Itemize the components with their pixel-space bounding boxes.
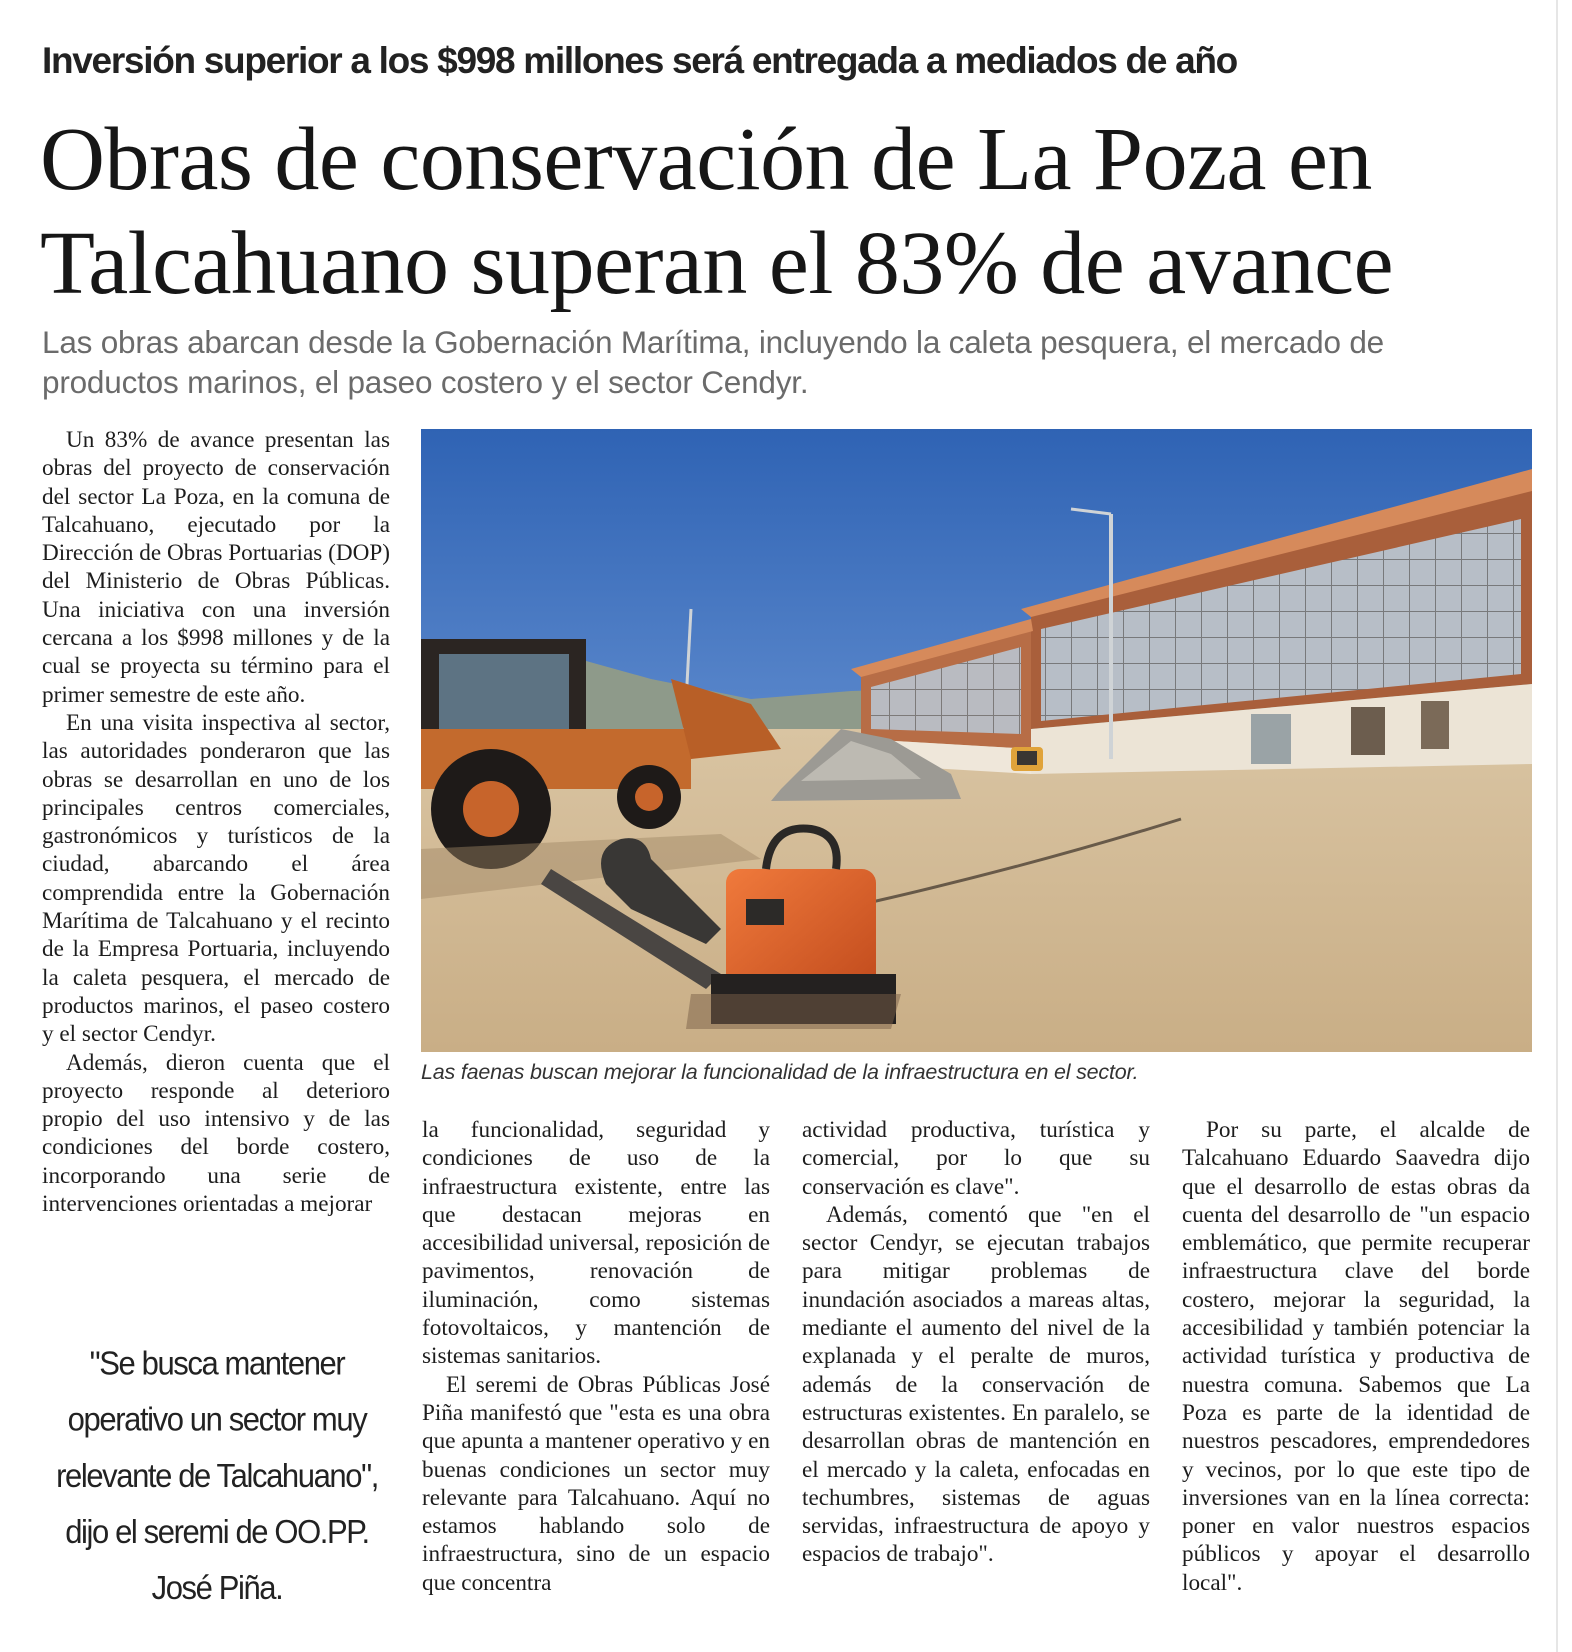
body-paragraph: Por su parte, el alcalde de Talcahuano Eduardo Saavedra dijo que el desarrollo de estas obras da cuenta del desarrollo de "un espacio emblemático, que permite recuperar infraestructura clave del borde costero, mejorar la seguridad, la accesibilidad y también potenciar la actividad turística y productiva de nuestra comuna. Sabemos que La Poza es parte de la identidad de nuestros pescadores, emprendedores y vecinos, por lo que este tipo de inversiones van en la línea correcta: poner en valor nuestros espacios públicos y apoyar el desarrollo local". [1182,1117,1530,1596]
body-paragraph: El seremi de Obras Públicas José Piña manifestó que "esta es una obra que apunta a mantener operativo y en buenas condiciones un sector muy relevante para Talcahuano. Aquí no estamos hablando solo de infraestructura, sino de un espacio que concentra [422,1371,770,1596]
body-paragraph: Además, dieron cuenta que el proyecto responde al deterioro propio del uso intensivo y de las condiciones del borde costero, incorporando una serie de intervenciones orientadas a mejorar [42,1049,390,1218]
article-photo [421,429,1532,1052]
page-edge-rule [1556,0,1558,1652]
body-column-1 [42,426,390,1218]
article-headline: Obras de conservación de La Poza en Talcahuano superan el 83% de avance [40,110,1394,313]
body-paragraph: Un 83% de avance presentan las obras del proyecto de conservación del sector La Poza, en la comuna de Talcahuano, ejecutado por la Dirección de Obras Portuarias (DOP) del Ministerio de Obras Públicas. Una iniciativa con una inversión cercana a los $998 millones y de la cual se proyecta su término para el primer semestre de este año. [42,427,390,708]
body-column-2 [422,1116,770,1597]
article-dek: Las obras abarcan desde la Gobernación Marítima, incluyendo la caleta pesquera, el mercado de productos marinos, el paseo costero y el sector Cendyr. [42,324,1384,400]
body-column-3 [802,1116,1150,1569]
body-paragraph: actividad productiva, turística y comercial, por lo que su conservación es clave". [802,1117,1150,1200]
article-kicker: Inversión superior a los $998 millones será entregada a mediados de año [42,40,1237,81]
photo-caption: Las faenas buscan mejorar la funcionalidad de la infraestructura en el sector. [421,1060,1139,1084]
body-column-4 [1182,1116,1530,1597]
body-paragraph: En una visita inspectiva al sector, las autoridades ponderaron que las obras se desarrollan en uno de los principales centros comerciales, gastronómicos y turísticos de la ciudad, abarcando el área comprendida entre la Gobernación Marítima de Talcahuano y el recinto de la Empresa Portuaria, incluyendo la caleta pesquera, el mercado de productos marinos, el paseo costero y el sector Cendyr. [42,709,390,1048]
body-paragraph: Además, comentó que "en el sector Cendyr, se ejecutan trabajos para mitigar problemas de inundación asociados a mareas altas, mediante el aumento del nivel de la explanada y el peralte de muros, además de la conservación de estructuras existentes. En paralelo, se desarrollan obras de mantención en el mercado y la caleta, enfocadas en techumbres, sistemas de aguas servidas, infraestructura de apoyo y espacios de trabajo". [802,1201,1150,1568]
pull-quote: "Se busca mantener operativo un sector muy relevante de Talcahuano", dijo el seremi de OO.PP. José Piña. [56,1344,378,1607]
construction-site-photo-icon [421,429,1532,1052]
body-paragraph: la funcionalidad, seguridad y condiciones de uso de la infraestructura existente, entre las que destacan mejoras en accesibilidad universal, reposición de pavimentos, renovación de iluminación, como sistemas fotovoltaicos, y mantención de sistemas sanitarios. [422,1117,770,1370]
